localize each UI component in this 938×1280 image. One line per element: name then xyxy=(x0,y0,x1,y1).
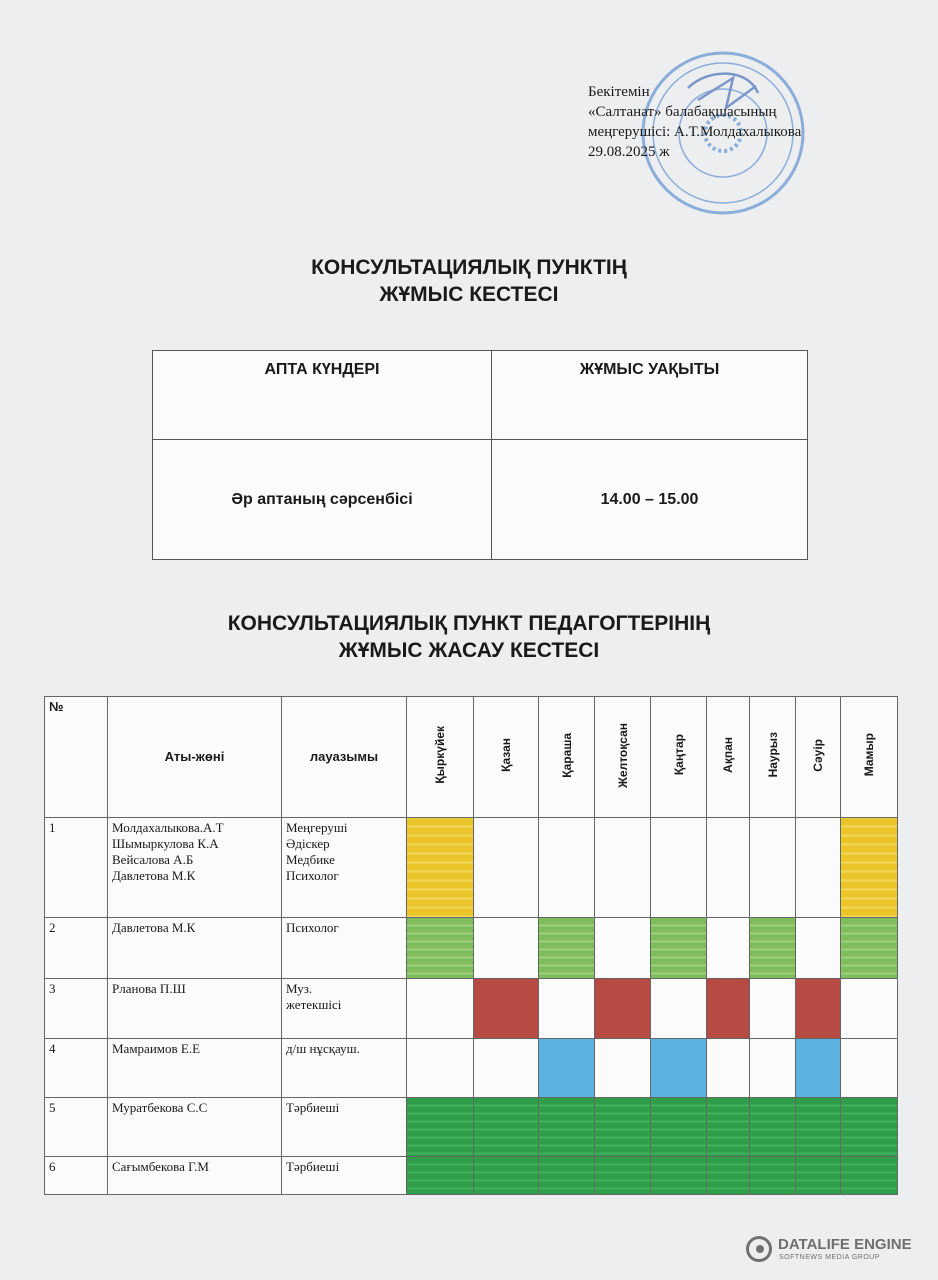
month-cell xyxy=(595,1039,651,1098)
weekday-value: Әр аптаның сәрсенбісі xyxy=(153,440,492,560)
month-cell-active xyxy=(474,1098,539,1157)
staff-name: Мамраимов Е.Е xyxy=(108,1039,282,1098)
staff-position: д/ш нұсқауш. xyxy=(282,1039,407,1098)
staff-position: Тәрбиеші xyxy=(282,1157,407,1195)
staff-title-line-2: ЖҰМЫС ЖАСАУ КЕСТЕСІ xyxy=(338,639,600,662)
month-cell xyxy=(796,918,841,979)
month-cell-active xyxy=(595,979,651,1039)
month-cell xyxy=(707,1039,750,1098)
header-month: Наурыз xyxy=(750,697,796,818)
staff-position: Медбике xyxy=(286,852,335,867)
month-cell xyxy=(750,818,796,918)
month-cell xyxy=(595,918,651,979)
month-cell-active xyxy=(407,818,474,918)
month-cell xyxy=(474,818,539,918)
month-cell-active xyxy=(407,1157,474,1195)
staff-name: Молдахалыкова.А.Т xyxy=(112,820,224,835)
approval-line-3: меңгерушісі: А.Т.Молдахалыкова xyxy=(588,124,802,140)
approval-line-2: «Салтанат» балабақшасының xyxy=(588,104,777,120)
staff-position: Тәрбиеші xyxy=(282,1098,407,1157)
month-cell-active xyxy=(595,1098,651,1157)
approval-line-1: Бекітемін xyxy=(588,84,650,100)
header-month: Қаңтар xyxy=(651,697,707,818)
header-position: лауазымы xyxy=(282,697,407,818)
month-cell-active xyxy=(407,1098,474,1157)
month-cell-active xyxy=(841,918,898,979)
watermark-sub: SOFTNEWS MEDIA GROUP xyxy=(779,1254,881,1261)
month-cell-active xyxy=(539,1157,595,1195)
work-time-value: 14.00 – 15.00 xyxy=(492,440,808,560)
month-cell-active xyxy=(651,918,707,979)
month-cell-active xyxy=(474,979,539,1039)
month-cell-active xyxy=(407,918,474,979)
row-number: 6 xyxy=(45,1157,108,1195)
staff-schedule-title xyxy=(0,610,938,664)
table-row xyxy=(45,1157,898,1195)
approval-line-4: 29.08.2025 ж xyxy=(588,144,670,160)
approval-block xyxy=(588,82,888,162)
table-row xyxy=(45,918,898,979)
month-cell xyxy=(707,818,750,918)
schedule-title-line-1: КОНСУЛЬТАЦИЯЛЫҚ ПУНКТІҢ xyxy=(311,256,627,279)
month-cell-active xyxy=(707,1098,750,1157)
staff-position: Психолог xyxy=(286,868,339,883)
month-cell xyxy=(539,979,595,1039)
month-cell xyxy=(707,918,750,979)
staff-name: Давлетова М.К xyxy=(108,918,282,979)
header-weekdays: АПТА КҮНДЕРІ xyxy=(153,351,492,440)
month-cell-active xyxy=(841,1098,898,1157)
staff-position xyxy=(282,979,407,1039)
staff-name: Вейсалова А.Б xyxy=(112,852,194,867)
header-month: Ақпан xyxy=(707,697,750,818)
month-cell xyxy=(750,979,796,1039)
month-cell-active xyxy=(707,1157,750,1195)
month-cell xyxy=(750,1039,796,1098)
header-month: Қыркүйек xyxy=(407,697,474,818)
month-cell xyxy=(796,818,841,918)
staff-title-line-1: КОНСУЛЬТАЦИЯЛЫҚ ПУНКТ ПЕДАГОГТЕРІНІҢ xyxy=(227,612,711,635)
month-cell-active xyxy=(796,1157,841,1195)
month-cell-active xyxy=(651,1098,707,1157)
schedule-title xyxy=(0,254,938,308)
header-month: Желтоқсан xyxy=(595,697,651,818)
header-number: № xyxy=(45,697,108,818)
month-cell xyxy=(651,818,707,918)
staff-name: Рланова П.Ш xyxy=(108,979,282,1039)
staff-name: Шымыркулова К.А xyxy=(112,836,219,851)
month-cell-active xyxy=(474,1157,539,1195)
staff-position: Меңгеруші xyxy=(286,820,348,835)
staff-position: Әдіскер xyxy=(286,836,330,851)
staff-name: Сағымбекова Г.М xyxy=(108,1157,282,1195)
staff-positions xyxy=(282,818,407,918)
table-header-row xyxy=(45,697,898,818)
header-month: Сәуір xyxy=(796,697,841,818)
month-cell-active xyxy=(539,918,595,979)
staff-name: Давлетова М.К xyxy=(112,868,196,883)
watermark-brand: DATALIFE ENGINE xyxy=(778,1236,912,1253)
month-cell xyxy=(841,1039,898,1098)
staff-position-line: Муз. xyxy=(286,981,313,996)
staff-position: Психолог xyxy=(282,918,407,979)
month-cell-active xyxy=(651,1039,707,1098)
table-row xyxy=(45,1098,898,1157)
header-name: Аты-жөні xyxy=(108,697,282,818)
staff-names xyxy=(108,818,282,918)
row-number: 3 xyxy=(45,979,108,1039)
month-cell-active xyxy=(539,1039,595,1098)
month-cell xyxy=(474,1039,539,1098)
month-cell-active xyxy=(750,1098,796,1157)
month-cell xyxy=(407,979,474,1039)
month-cell xyxy=(595,818,651,918)
month-cell-active xyxy=(841,818,898,918)
working-hours-table xyxy=(152,350,808,560)
month-cell xyxy=(474,918,539,979)
row-number: 1 xyxy=(45,818,108,918)
schedule-title-line-2: ЖҰМЫС КЕСТЕСІ xyxy=(379,283,559,306)
table-row xyxy=(45,1039,898,1098)
month-cell xyxy=(539,818,595,918)
month-cell xyxy=(407,1039,474,1098)
row-number: 5 xyxy=(45,1098,108,1157)
header-month: Мамыр xyxy=(841,697,898,818)
header-month: Қазан xyxy=(474,697,539,818)
row-number: 4 xyxy=(45,1039,108,1098)
month-cell xyxy=(651,979,707,1039)
month-cell-active xyxy=(707,979,750,1039)
month-cell-active xyxy=(750,1157,796,1195)
month-cell-active xyxy=(595,1157,651,1195)
month-cell-active xyxy=(750,918,796,979)
header-month: Қараша xyxy=(539,697,595,818)
table-row xyxy=(45,979,898,1039)
staff-schedule-table xyxy=(44,696,898,1195)
month-cell-active xyxy=(841,1157,898,1195)
month-cell xyxy=(841,979,898,1039)
staff-position-line: жетекшісі xyxy=(286,997,342,1012)
month-cell-active xyxy=(651,1157,707,1195)
row-number: 2 xyxy=(45,918,108,979)
table-row xyxy=(45,818,898,918)
month-cell-active xyxy=(796,1098,841,1157)
month-cell-active xyxy=(539,1098,595,1157)
header-work-time: ЖҰМЫС УАҚЫТЫ xyxy=(492,351,808,440)
watermark-logo-icon xyxy=(746,1236,772,1262)
month-cell-active xyxy=(796,979,841,1039)
staff-name: Муратбекова С.С xyxy=(108,1098,282,1157)
month-cell-active xyxy=(796,1039,841,1098)
